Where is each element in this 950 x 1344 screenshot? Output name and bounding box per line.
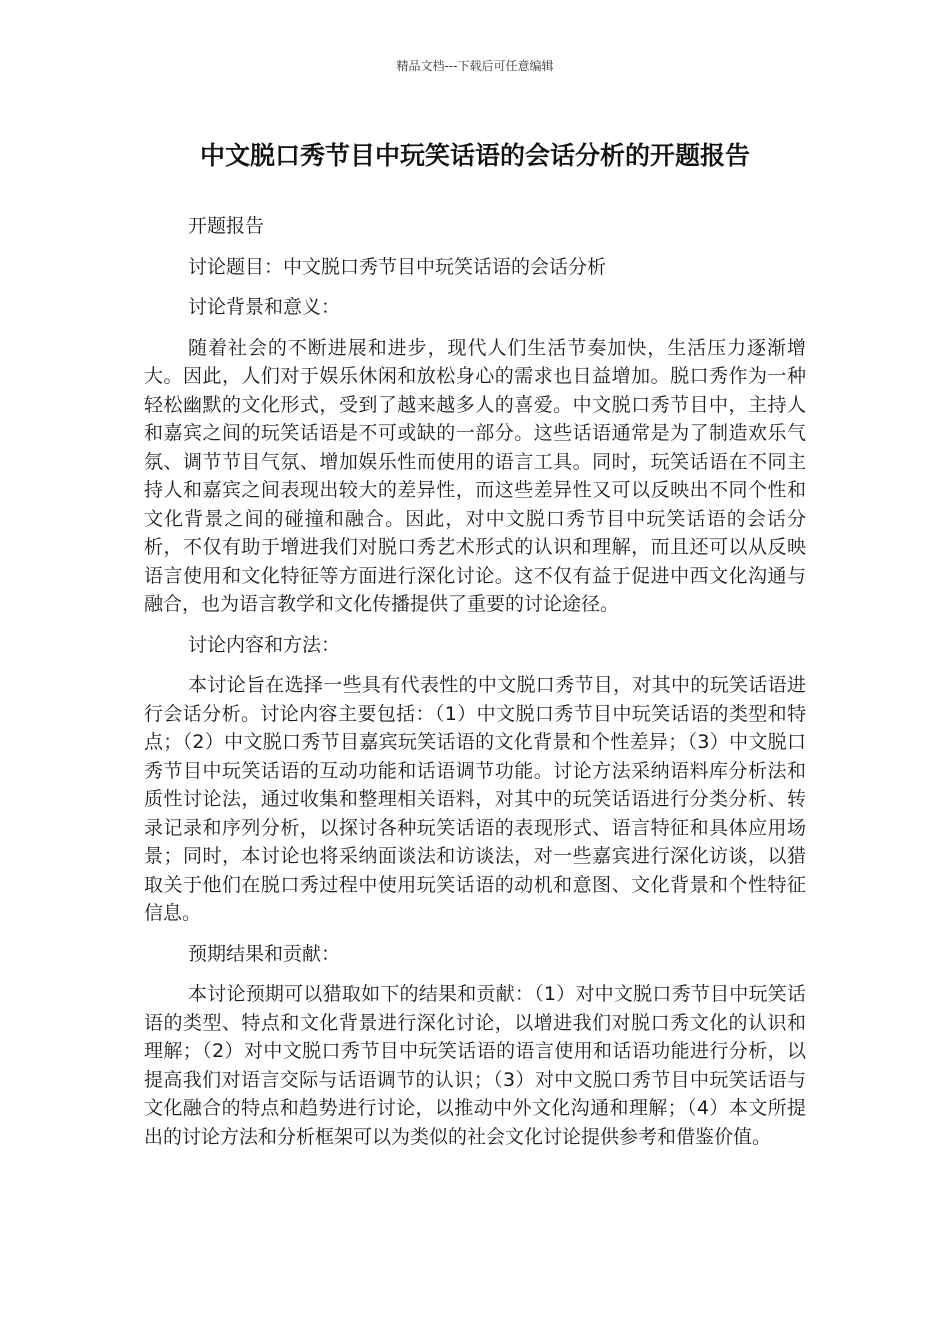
results-paragraph: 本讨论预期可以猎取如下的结果和贡献：（1）对中文脱口秀节目中玩笑话语的类型、特点和文化背景进行深化讨论，以增进我们对脱口秀文化的认识和理解；（2）对中文脱口秀节目中玩笑话语的语言使用和话语功能进行分析，以提高我们对语言交际与话语调节的认识；（3）对中文脱口秀节目中玩笑话语与文化融合的特点和趋势进行讨论，以推动中外文化沟通和理解；（4）本文所提出的讨论方法和分析框架可以为类似的社会文化讨论提供参考和借鉴价值。 bbox=[144, 983, 806, 1148]
results-heading: 预期结果和贡献： bbox=[188, 942, 341, 965]
report-label: 开题报告 bbox=[188, 215, 265, 237]
document-title: 中文脱口秀节目中玩笑话语的会话分析的开题报告 bbox=[199, 141, 750, 170]
header-note: 精品文档---下载后可任意编辑 bbox=[396, 59, 554, 73]
topic-line: 讨论题目：中文脱口秀节目中玩笑话语的会话分析 bbox=[188, 255, 607, 278]
methods-paragraph: 本讨论旨在选择一些具有代表性的中文脱口秀节目，对其中的玩笑话语进行会话分析。讨论内容主要包括：（1）中文脱口秀节目中玩笑话语的类型和特点；（2）中文脱口秀节目嘉宾玩笑话语的文化背景和个性差异；（3）中文脱口秀节目中玩笑话语的互动功能和话语调节功能。讨论方法采纳语料库分析法和质性讨论法，通过收集和整理相关语料，对其中的玩笑话语进行分类分析、转录记录和序列分析，以探讨各种玩笑话语的表现形式、语言特征和具体应用场景；同时，本讨论也将采纳面谈法和访谈法，对一些嘉宾进行深化访谈，以猎取关于他们在脱口秀过程中使用玩笑话语的动机和意图、文化背景和个性特征信息。 bbox=[144, 674, 806, 924]
background-heading: 讨论背景和意义： bbox=[188, 296, 341, 318]
background-paragraph: 随着社会的不断进展和进步，现代人们生活节奏加快，生活压力逐渐增大。因此，人们对于娱乐休闲和放松身心的需求也日益增加。脱口秀作为一种轻松幽默的文化形式，受到了越来越多人的喜爱。中文脱口秀节目中，主持人和嘉宾之间的玩笑话语是不可或缺的一部分。这些话语通常是为了制造欢乐气氛、调节节目气氛、增加娱乐性而使用的语言工具。同时，玩笑话语在不同主持人和嘉宾之间表现出较大的差异性，而这些差异性又可以反映出不同个性和文化背景之间的碰撞和融合。因此，对中文脱口秀节目中玩笑话语的会话分析，不仅有助于增进我们对脱口秀艺术形式的认识和理解，而且还可以从反映语言使用和文化特征等方面进行深化讨论。这不仅有益于促进中西文化沟通与融合，也为语言教学和文化传播提供了重要的讨论途径。 bbox=[144, 336, 806, 615]
methods-heading: 讨论内容和方法： bbox=[188, 633, 341, 656]
document-body bbox=[144, 212, 806, 1163]
